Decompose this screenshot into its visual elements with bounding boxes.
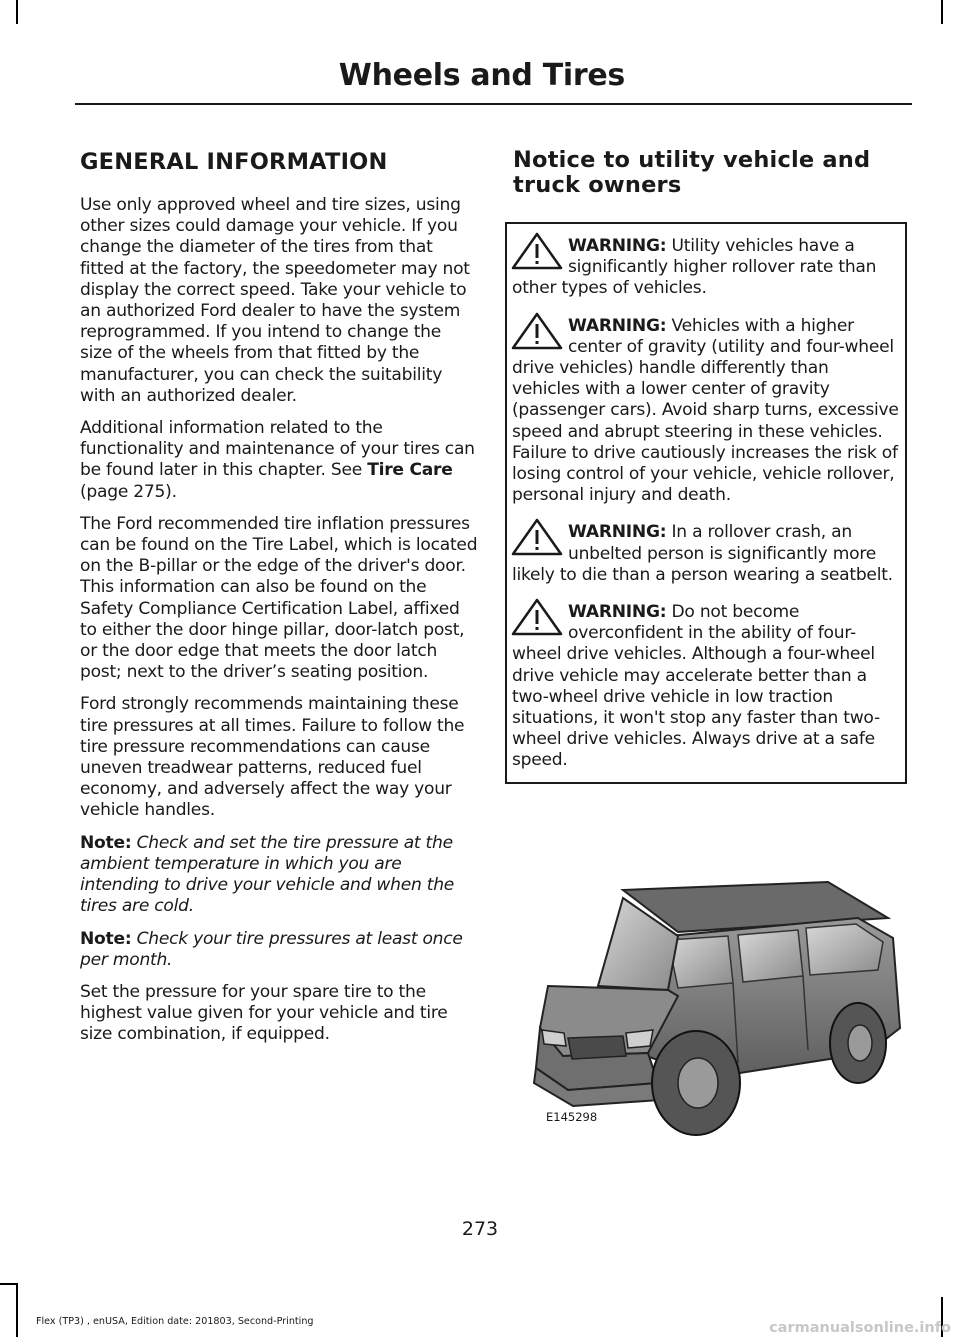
note-label: Note: — [80, 928, 132, 949]
warning-item — [512, 236, 900, 300]
paragraph-text: Additional information related to the functionality and maintenance of your tires can be found later in this chapter. See — [80, 418, 475, 481]
warning-triangle-icon — [510, 231, 564, 271]
paragraph-cross-reference — [80, 418, 478, 503]
paragraph: Use only approved wheel and tire sizes, using other sizes could damage your vehicle. If you change the diameter of the tires from that fitted at the factory, the speedometer may not display the correct speed. Take your vehicle to an authorized Ford dealer to have the system reprogrammed. If you intend to change the size of the wheels from that fitted by the manufacturer, you can check the suitability with an authorized dealer. — [80, 195, 470, 406]
page-number: 273 — [461, 1218, 499, 1240]
warning-label: WARNING: — [568, 522, 667, 543]
section-heading-general: GENERAL INFORMATION — [80, 149, 388, 175]
note-text: Check and set the tire pressure at the ambient temperature in which you are intending to drive your vehicle and when the tires are cold. — [80, 832, 455, 917]
note — [80, 929, 478, 971]
warning-text: In a rollover crash, an unbelted person is significantly more likely to die than a person wearing a seatbelt. — [512, 522, 893, 585]
crop-mark-bottom-left-h — [0, 1283, 18, 1285]
suv-illustration — [528, 878, 913, 1140]
figure-id: E145298 — [546, 1110, 598, 1124]
warning-label: WARNING: — [568, 602, 667, 623]
note-text: Check your tire pressures at least once per month. — [80, 928, 463, 970]
warning-text: Do not become overconfident in the ability of four-wheel drive vehicles. Although a four-wheel drive vehicle may accelerate better than a two-wheel drive vehicle in low traction situations, it won't stop any faster than two-wheel drive vehicles. Always drive at a safe speed. — [512, 602, 880, 771]
note-label: Note: — [80, 832, 132, 853]
warning-triangle-icon — [510, 311, 564, 351]
note — [80, 833, 478, 918]
warning-triangle-icon — [510, 517, 564, 557]
warning-text: Vehicles with a higher center of gravity (utility and four-wheel drive vehicles) handle differently than vehicles with a lower center of gravity (passenger cars). Avoid sharp turns, excessive speed and abrupt steering in these vehicles. Failure to drive cautiously increases the risk of losing control of your vehicle, vehicle rollover, personal injury and death. — [512, 315, 899, 506]
left-column — [80, 148, 478, 1057]
watermark: carmanualsonline.info — [769, 1320, 951, 1336]
warning-text: Utility vehicles have a significantly higher rollover rate than other types of vehicles. — [512, 236, 877, 299]
warning-label: WARNING: — [568, 236, 667, 256]
edition-footer: Flex (TP3) , enUSA, Edition date: 201803, Second-Printing — [36, 1316, 314, 1327]
paragraph: The Ford recommended tire inflation pressures can be found on the Tire Label, which is located on the B-pillar or the edge of the driver's door. This information can also be found on the Safety Compliance Certification Label, affixed to either the door hinge pillar, door-latch post, or the door edge that meets the door latch post; next to the driver’s seating position. — [80, 513, 478, 683]
warning-label: WARNING: — [568, 315, 667, 336]
warning-box — [505, 222, 907, 784]
header-rule — [75, 103, 912, 105]
tire-care-link[interactable]: Tire Care — [367, 460, 453, 481]
crop-mark-bottom-left — [16, 1285, 18, 1337]
page-reference: (page 275). — [80, 481, 177, 502]
warning-item — [512, 316, 900, 507]
paragraph: Set the pressure for your spare tire to the highest value given for your vehicle and tire size combination, if equipped. — [80, 981, 448, 1045]
right-column — [513, 148, 915, 784]
crop-mark-top-left — [16, 0, 18, 24]
crop-mark-top-right — [941, 0, 943, 24]
paragraph: Ford strongly recommends maintaining these tire pressures at all times. Failure to follow the tire pressure recommendations can cause uneven treadwear patterns, reduced fuel economy, and adversely affect the way your vehicle handles. — [80, 694, 465, 821]
warning-item — [512, 522, 900, 586]
warning-item — [512, 602, 900, 772]
section-heading-utility: Notice to utility vehicle and truck owners — [513, 147, 871, 198]
page-title: Wheels and Tires — [338, 58, 625, 93]
warning-triangle-icon — [510, 597, 564, 637]
suv-drawing — [528, 878, 913, 1140]
